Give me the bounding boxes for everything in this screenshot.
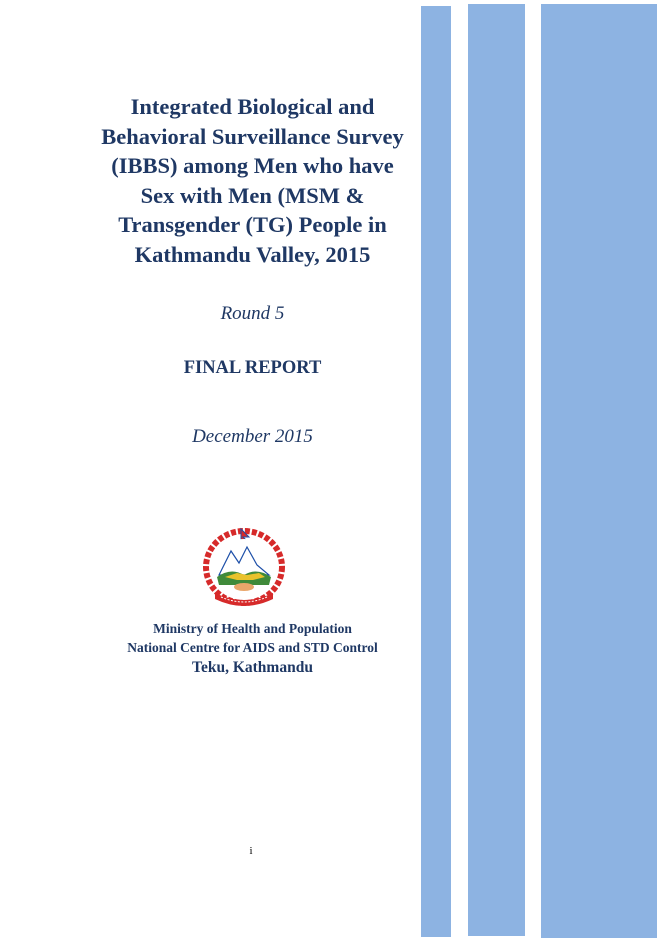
organization-block <box>80 619 425 679</box>
title-line: (IBBS) among Men who have <box>111 153 394 178</box>
report-title <box>80 92 425 269</box>
report-type: FINAL REPORT <box>183 358 322 378</box>
decorative-bar-narrow <box>421 6 451 937</box>
centre-name: National Centre for AIDS and STD Control <box>127 640 378 655</box>
report-date: December 2015 <box>192 426 313 447</box>
title-line: Behavioral Surveillance Survey <box>101 123 404 149</box>
decorative-bar-medium <box>468 4 525 936</box>
decorative-bar-wide <box>541 4 657 938</box>
title-line: Integrated Biological and <box>130 94 375 119</box>
title-line: Kathmandu Valley, 2015 <box>134 241 371 267</box>
title-line: Transgender (TG) People in <box>118 212 387 237</box>
location: Teku, Kathmandu <box>192 659 313 676</box>
round-label: Round 5 <box>220 303 285 324</box>
page-number: i <box>249 845 253 857</box>
nepal-government-emblem-icon <box>203 527 285 611</box>
ministry-name: Ministry of Health and Population <box>153 621 352 636</box>
title-line: Sex with Men (MSM & <box>140 182 365 208</box>
